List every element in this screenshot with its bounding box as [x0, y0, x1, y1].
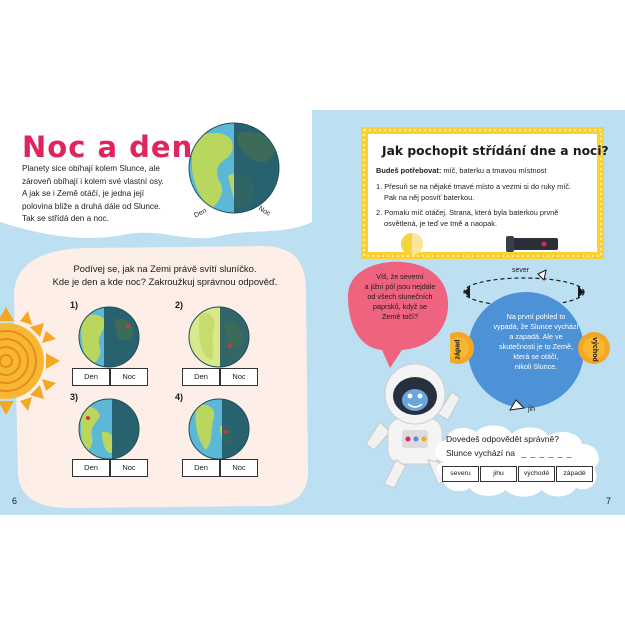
question-line: Podívej se, jak na Zemi právě svítí sluníčko.	[73, 263, 257, 274]
blue-bubble-line: skutečnosti je to Země,	[499, 342, 573, 351]
pink-bubble-line: od všech slunečních	[367, 292, 433, 301]
south-label: jih	[528, 406, 536, 413]
step-1-line: Pak na něj posvíť baterkou.	[384, 192, 475, 202]
book-spread	[0, 110, 625, 515]
answer-night-1[interactable]: Noc	[110, 368, 148, 386]
step-2-line: osvětlená, je teď ve tmě a naopak.	[384, 218, 498, 228]
answer-night-2[interactable]: Noc	[220, 368, 258, 386]
choice-south[interactable]: jihu	[480, 466, 517, 482]
exercise-number-2: 2)	[175, 300, 184, 310]
question-line: Kde je den a kde noc? Zakroužkuj správnou odpověď.	[52, 276, 278, 287]
globe-night-label: Noc	[257, 205, 272, 218]
exercise-number-4: 4)	[175, 392, 184, 402]
intro-line: polovina blíže a druhá dále od Slunce.	[22, 201, 161, 211]
quiz-sentence	[446, 448, 573, 458]
blue-bubble-line: nikoli Slunce.	[514, 362, 558, 371]
answer-night-3[interactable]: Noc	[110, 459, 148, 477]
page-number-right: 7	[606, 496, 612, 506]
blue-bubble-line: Na první pohled to	[506, 312, 566, 321]
exercise-number-3: 3)	[70, 392, 79, 402]
intro-text	[22, 163, 190, 226]
pink-bubble-line: Země točí?	[382, 312, 418, 321]
answer-day-3[interactable]: Den	[72, 459, 110, 477]
answer-day-1[interactable]: Den	[72, 368, 110, 386]
exercise-globe-4	[186, 396, 252, 462]
experiment-title: Jak pochopit střídání dne a noci?	[382, 144, 609, 158]
intro-line: Tak se střídá den a noc.	[22, 214, 109, 224]
answer-day-4[interactable]: Den	[182, 459, 220, 477]
page-title: Noc a den	[22, 130, 194, 164]
step-2	[376, 208, 598, 229]
choice-north[interactable]: severu	[442, 466, 479, 482]
needs-label: Budeš potřebovat:	[376, 166, 442, 175]
pink-bubble-line: paprsků, když se	[373, 302, 427, 311]
exercise-globe-1	[76, 304, 142, 370]
intro-line: A jak se i Země otáčí, je jedna její	[22, 189, 144, 199]
blue-bubble-line: která se otáčí,	[513, 352, 559, 361]
choice-west[interactable]: západě	[556, 466, 593, 482]
globe-day-label: Den	[193, 207, 208, 220]
pink-bubble-line: a jižní pól jsou nejdále	[364, 282, 436, 291]
pink-bubble-line: Víš, že severní	[376, 272, 424, 281]
blue-bubble-line: vypadá, že Slunce vychází	[493, 322, 579, 331]
step-1-line: 1. Přesuň se na nějaké tmavé místo a vezmi si do ruky míč.	[376, 182, 572, 191]
answer-day-2[interactable]: Den	[182, 368, 220, 386]
quiz-sentence-text: Slunce vychází na	[446, 448, 515, 458]
answer-night-4[interactable]: Noc	[220, 459, 258, 477]
page-number-left: 6	[12, 496, 18, 506]
blue-bubble-line: a zapadá. Ale ve	[509, 332, 563, 341]
exercise-question	[40, 262, 290, 288]
exercise-globe-2	[186, 304, 252, 370]
quiz-blanks: _ _ _ _ _ _	[521, 448, 573, 458]
east-label: východ	[590, 337, 598, 362]
north-label: sever	[512, 267, 530, 274]
pink-bubble-text	[354, 272, 446, 322]
west-label: západ	[454, 339, 462, 360]
needs-text: míč, baterku a tmavou místnost	[443, 166, 547, 175]
needs-line	[376, 166, 598, 177]
sun-illustration	[0, 306, 66, 416]
quiz-question: Dovedeš odpovědět správně?	[446, 434, 559, 444]
blue-bubble-text	[486, 312, 586, 372]
exercise-number-1: 1)	[70, 300, 79, 310]
step-2-line: 2. Pomalu míč otáčej. Strana, která byla baterkou prvně	[376, 208, 559, 217]
intro-line: zároveň obíhají i kolem své vlastní osy.	[22, 176, 164, 186]
exercise-globe-3	[76, 396, 142, 462]
intro-line: Planety sice obíhají kolem Slunce, ale	[22, 164, 160, 173]
ball-and-flashlight-illustration	[394, 230, 574, 258]
choice-east[interactable]: východě	[518, 466, 555, 482]
step-1	[376, 182, 598, 203]
